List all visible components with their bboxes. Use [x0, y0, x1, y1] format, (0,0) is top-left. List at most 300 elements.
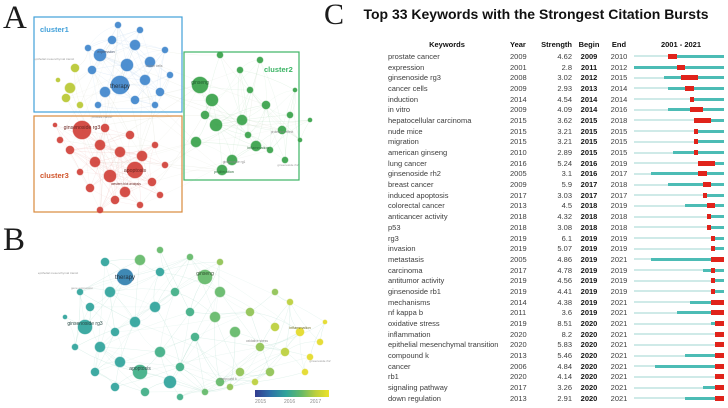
year-cell: 2015	[510, 137, 527, 147]
strength-cell: 2.91	[557, 393, 572, 403]
network-node	[252, 379, 258, 385]
network-node	[162, 162, 168, 168]
burst-row	[388, 147, 724, 158]
network-node	[177, 394, 183, 400]
burst-timeline	[634, 106, 728, 114]
network-node	[323, 320, 327, 324]
timeline-segment	[677, 55, 724, 58]
strength-cell: 4.14	[557, 372, 572, 382]
timeline-segment	[711, 119, 724, 122]
network-node	[97, 207, 103, 213]
network-node	[65, 83, 75, 93]
strength-cell: 2.93	[557, 83, 572, 93]
keyword-cell: ginsenoside rg3	[388, 73, 441, 83]
network-edge	[266, 90, 295, 105]
network-node	[156, 88, 164, 96]
timeline-segment	[707, 203, 716, 208]
burst-timeline	[634, 202, 728, 210]
burst-timeline	[634, 191, 728, 199]
overlay-network-panel-b	[20, 232, 332, 408]
network-node	[105, 287, 115, 297]
burst-row	[388, 254, 724, 265]
keyword-cell: signaling pathway	[388, 383, 448, 393]
end-cell: 2010	[610, 51, 628, 61]
burst-timeline	[634, 352, 728, 360]
network-node	[272, 289, 278, 295]
keyword-cell: breast cancer	[388, 180, 434, 190]
network-node	[262, 101, 270, 109]
timeline-segment	[634, 184, 668, 186]
network-node	[152, 102, 158, 108]
network-node	[111, 328, 119, 336]
timeline-segment	[698, 151, 724, 154]
keyword-cell: hepatocellular carcinoma	[388, 115, 472, 125]
burst-row	[388, 158, 724, 169]
network-edge	[180, 312, 190, 367]
end-cell: 2021	[610, 297, 628, 307]
burst-row	[388, 211, 724, 222]
timeline-segment	[673, 151, 694, 154]
timeline-segment	[677, 311, 711, 314]
network-node	[287, 112, 293, 118]
network-node	[202, 389, 208, 395]
burst-row	[388, 382, 724, 393]
timeline-segment	[634, 258, 651, 260]
timeline-segment	[634, 55, 668, 57]
network-node	[120, 187, 130, 197]
network-edge	[256, 105, 266, 146]
burst-timeline	[634, 309, 728, 317]
begin-cell: 2020	[580, 383, 598, 393]
burst-table-body	[388, 51, 724, 404]
year-cell: 2015	[510, 126, 527, 136]
strength-cell: 4.84	[557, 361, 572, 371]
node-label: ginseng	[191, 80, 209, 86]
strength-cell: 8.51	[557, 319, 572, 329]
network-node	[72, 344, 78, 350]
timeline-segment	[715, 279, 724, 282]
year-cell: 2010	[510, 148, 527, 158]
burst-timeline	[634, 373, 728, 381]
timeline-segment	[634, 387, 703, 389]
timeline-segment	[668, 108, 689, 111]
timeline-segment	[634, 66, 677, 69]
timeline-segment	[685, 354, 715, 357]
burst-row	[388, 201, 724, 212]
begin-cell: 2019	[580, 308, 598, 318]
network-edge	[100, 92, 105, 210]
burst-row	[388, 361, 724, 372]
timeline-segment	[651, 172, 698, 175]
timeline-segment	[698, 140, 724, 143]
citation-burst-panel	[332, 0, 728, 408]
network-node	[206, 94, 218, 106]
timeline-segment	[677, 65, 686, 70]
network-node	[130, 40, 140, 50]
network-node	[131, 96, 139, 104]
network-node	[130, 317, 140, 327]
timeline-segment	[690, 107, 703, 112]
timeline-segment	[694, 98, 724, 101]
burst-timeline	[634, 52, 728, 60]
timeline-segment	[634, 226, 707, 228]
network-node	[302, 369, 308, 375]
timeline-segment	[703, 182, 712, 187]
timeline-segment	[634, 333, 715, 335]
end-cell: 2019	[610, 158, 628, 168]
network-node	[287, 299, 293, 305]
burst-timeline	[634, 63, 728, 71]
network-edge	[135, 45, 220, 55]
strength-cell: 5.24	[557, 158, 572, 168]
network-node	[237, 67, 243, 73]
burst-row	[388, 340, 724, 351]
node-label: therapy	[114, 275, 136, 281]
burst-row	[388, 83, 724, 94]
burst-row	[388, 115, 724, 126]
year-cell: 2006	[510, 361, 527, 371]
timeline-segment	[694, 150, 698, 155]
year-cell: 2008	[510, 73, 527, 83]
timeline-segment	[634, 205, 685, 207]
timeline-segment	[664, 76, 681, 79]
network-edge	[100, 85, 200, 145]
keyword-cell: ginsenoside rb1	[388, 286, 441, 296]
end-cell: 2021	[610, 361, 628, 371]
begin-cell: 2020	[580, 361, 598, 371]
timeline-segment	[715, 364, 724, 369]
timeline-segment	[715, 204, 724, 207]
timeline-segment	[711, 300, 724, 305]
keyword-cell: anticancer activity	[388, 212, 448, 222]
burst-row	[388, 297, 724, 308]
panel-label-c: C	[324, 0, 345, 31]
network-node	[236, 368, 244, 376]
cluster-label: cluster1	[40, 25, 69, 34]
burst-timeline	[634, 149, 728, 157]
burst-timeline	[634, 116, 728, 124]
network-edge	[300, 120, 310, 140]
keyword-cell: prostate cancer	[388, 51, 440, 61]
network-node	[281, 348, 289, 356]
strength-cell: 3.03	[557, 190, 572, 200]
begin-cell: 2020	[580, 393, 598, 403]
network-node	[71, 64, 79, 72]
timeline-segment	[668, 183, 702, 186]
network-node	[150, 302, 160, 312]
network-node	[257, 57, 263, 63]
network-node	[115, 357, 125, 367]
timeline-segment	[634, 355, 685, 357]
end-cell: 2019	[610, 276, 628, 286]
node-label: ginsenoside rg1	[222, 160, 246, 164]
network-node	[62, 94, 70, 102]
timeline-segment	[698, 130, 724, 133]
keyword-cell: nude mice	[388, 126, 423, 136]
network-node	[104, 170, 116, 182]
begin-cell: 2016	[580, 158, 598, 168]
timeline-segment	[703, 386, 716, 389]
timeline-segment	[711, 278, 715, 283]
network-node	[186, 308, 194, 316]
timeline-segment	[655, 365, 715, 368]
year-cell: 2009	[510, 105, 527, 115]
network-node	[137, 151, 147, 161]
year-cell: 2015	[510, 115, 527, 125]
keyword-cell: lung cancer	[388, 158, 427, 168]
timeline-segment	[634, 194, 703, 196]
network-node	[245, 132, 251, 138]
timeline-segment	[685, 204, 706, 207]
timeline-segment	[651, 258, 711, 261]
timeline-segment	[634, 173, 651, 175]
node-label: epithelial mesenchymal transit	[33, 57, 75, 61]
year-cell: 2019	[510, 286, 527, 296]
year-cell: 2019	[510, 233, 527, 243]
strength-cell: 3.08	[557, 222, 572, 232]
begin-cell: 2020	[580, 329, 598, 339]
timeline-segment	[715, 342, 724, 347]
begin-cell: 2018	[580, 212, 598, 222]
end-cell: 2015	[610, 148, 628, 158]
burst-table-header	[388, 38, 724, 50]
network-node	[66, 146, 74, 154]
begin-cell: 2020	[580, 319, 598, 329]
timeline-segment	[715, 237, 724, 240]
network-node	[246, 308, 254, 316]
node-label: epithelial mesenchymal transit	[37, 271, 79, 275]
timeline-segment	[690, 301, 711, 304]
timeline-segment	[634, 87, 668, 89]
end-cell: 2014	[610, 83, 628, 93]
colorbar-tick-labels	[250, 399, 336, 406]
strength-cell: 3.1	[561, 169, 572, 179]
network-node	[63, 315, 67, 319]
timeline-segment	[634, 290, 711, 292]
strength-cell: 4.86	[557, 254, 572, 264]
burst-row	[388, 393, 724, 404]
network-node	[164, 376, 176, 388]
strength-cell: 5.83	[557, 340, 572, 350]
end-cell: 2015	[610, 126, 628, 136]
end-cell: 2015	[610, 73, 628, 83]
timeline-segment	[707, 194, 724, 197]
network-node	[217, 259, 223, 265]
timeline-segment	[694, 129, 698, 134]
network-node	[317, 339, 323, 345]
network-node	[171, 288, 179, 296]
end-cell: 2014	[610, 94, 628, 104]
begin-cell: 2014	[580, 105, 598, 115]
begin-cell: 2014	[580, 94, 598, 104]
keyword-cell: in vitro	[388, 105, 411, 115]
timeline-segment	[681, 75, 698, 80]
year-cell: 2013	[510, 351, 527, 361]
timeline-segment	[634, 312, 677, 314]
burst-row	[388, 222, 724, 233]
network-edge	[100, 347, 160, 352]
network-node	[227, 384, 233, 390]
timeline-segment	[715, 162, 724, 165]
year-cell: 2016	[510, 158, 527, 168]
end-cell: 2021	[610, 319, 628, 329]
year-cell: 2019	[510, 276, 527, 286]
burst-timeline	[634, 298, 728, 306]
timeline-segment	[711, 310, 724, 315]
node-label: therapy	[109, 84, 131, 90]
keyword-cell: cancer cells	[388, 83, 428, 93]
burst-timeline	[634, 181, 728, 189]
begin-cell: 2013	[580, 83, 598, 93]
timeline-segment	[707, 214, 711, 219]
strength-cell: 4.5	[561, 201, 572, 211]
begin-cell: 2012	[580, 73, 598, 83]
burst-row	[388, 51, 724, 62]
burst-row	[388, 350, 724, 361]
strength-cell: 4.32	[557, 212, 572, 222]
timeline-segment	[698, 161, 715, 166]
network-node	[115, 22, 121, 28]
end-cell: 2019	[610, 265, 628, 275]
network-edge	[152, 150, 270, 182]
burst-timeline	[634, 84, 728, 92]
year-cell: 2017	[510, 190, 527, 200]
timeline-segment	[715, 374, 724, 379]
timeline-segment	[707, 172, 724, 175]
header-begin: Begin	[578, 39, 600, 49]
keyword-cell: p53	[388, 222, 401, 232]
header-strength: Strength	[541, 39, 572, 49]
timeline-segment	[711, 236, 715, 241]
keyword-cell: colorectal cancer	[388, 201, 445, 211]
timeline-segment	[715, 385, 724, 390]
timeline-segment	[634, 141, 694, 143]
year-cell: 2009	[510, 51, 527, 61]
strength-cell: 3.62	[557, 115, 572, 125]
network-edge	[214, 317, 220, 382]
year-cell: 2020	[510, 329, 527, 339]
node-label: inflammation	[289, 326, 311, 330]
keyword-cell: rg3	[388, 233, 399, 243]
begin-cell: 2015	[580, 148, 598, 158]
colorbar-tick: 2016	[284, 399, 296, 405]
network-node	[293, 88, 297, 92]
node-label: ginsenoside rg3	[67, 321, 103, 327]
burst-row	[388, 372, 724, 383]
network-edge	[180, 392, 205, 397]
network-edge	[85, 277, 125, 327]
begin-cell: 2020	[580, 340, 598, 350]
burst-row	[388, 62, 724, 73]
end-cell: 2021	[610, 340, 628, 350]
end-cell: 2021	[610, 372, 628, 382]
year-cell: 2017	[510, 265, 527, 275]
timeline-segment	[715, 353, 724, 358]
network-node	[157, 247, 163, 253]
burst-row	[388, 72, 724, 83]
network-node	[101, 258, 109, 266]
burst-timeline	[634, 341, 728, 349]
burst-row	[388, 94, 724, 105]
node-label: inflammation	[247, 146, 269, 150]
network-node	[86, 184, 94, 192]
end-cell: 2018	[610, 212, 628, 222]
header-end: End	[611, 39, 627, 49]
timeline-segment	[668, 54, 677, 59]
network-edge	[290, 302, 325, 322]
network-node	[230, 327, 240, 337]
network-node	[256, 343, 264, 351]
end-cell: 2018	[610, 180, 628, 190]
burst-timeline	[634, 330, 728, 338]
begin-cell: 2019	[580, 244, 598, 254]
end-cell: 2021	[610, 308, 628, 318]
network-node	[77, 169, 83, 175]
network-node	[121, 59, 133, 71]
year-cell: 2018	[510, 222, 527, 232]
end-cell: 2017	[610, 190, 628, 200]
network-edge	[75, 68, 80, 105]
end-cell: 2012	[610, 62, 628, 72]
begin-cell: 2020	[580, 351, 598, 361]
keyword-cell: induced apoptosis	[388, 190, 449, 200]
network-edge	[98, 105, 155, 109]
timeline-segment	[634, 248, 711, 250]
end-cell: 2019	[610, 244, 628, 254]
cluster-label: cluster3	[40, 171, 69, 180]
network-node	[57, 137, 63, 143]
end-cell: 2021	[610, 329, 628, 339]
network-edge	[240, 70, 266, 105]
header-keywords: Keywords	[429, 39, 465, 49]
timeline-segment	[634, 397, 685, 399]
network-edge	[100, 307, 155, 347]
begin-cell: 2017	[580, 190, 598, 200]
timeline-segment	[694, 87, 724, 90]
year-cell: 2020	[510, 340, 527, 350]
network-edge	[160, 352, 180, 397]
network-node	[148, 178, 156, 186]
strength-cell: 4.56	[557, 276, 572, 286]
burst-timeline	[634, 362, 728, 370]
network-node	[90, 157, 100, 167]
node-label: compound k	[219, 377, 237, 381]
keyword-cell: expression	[388, 62, 425, 72]
strength-cell: 4.62	[557, 51, 572, 61]
network-node	[101, 124, 109, 132]
begin-cell: 2016	[580, 169, 598, 179]
strength-cell: 3.02	[557, 73, 572, 83]
network-node	[210, 312, 220, 322]
year-cell: 2013	[510, 393, 527, 403]
begin-cell: 2009	[580, 51, 598, 61]
network-node	[191, 137, 201, 147]
begin-cell: 2018	[580, 201, 598, 211]
network-edge	[135, 272, 160, 322]
year-cell: 2017	[510, 383, 527, 393]
keyword-cell: oxidative stress	[388, 319, 440, 329]
network-node	[308, 118, 312, 122]
network-edge	[290, 302, 320, 342]
end-cell: 2016	[610, 105, 628, 115]
network-node	[247, 87, 253, 93]
burst-row	[388, 265, 724, 276]
strength-cell: 4.38	[557, 297, 572, 307]
end-cell: 2019	[610, 286, 628, 296]
burst-timeline	[634, 159, 728, 167]
keyword-cell: down regulation	[388, 393, 441, 403]
keyword-cell: epithelial mesenchymal transition	[388, 340, 499, 350]
